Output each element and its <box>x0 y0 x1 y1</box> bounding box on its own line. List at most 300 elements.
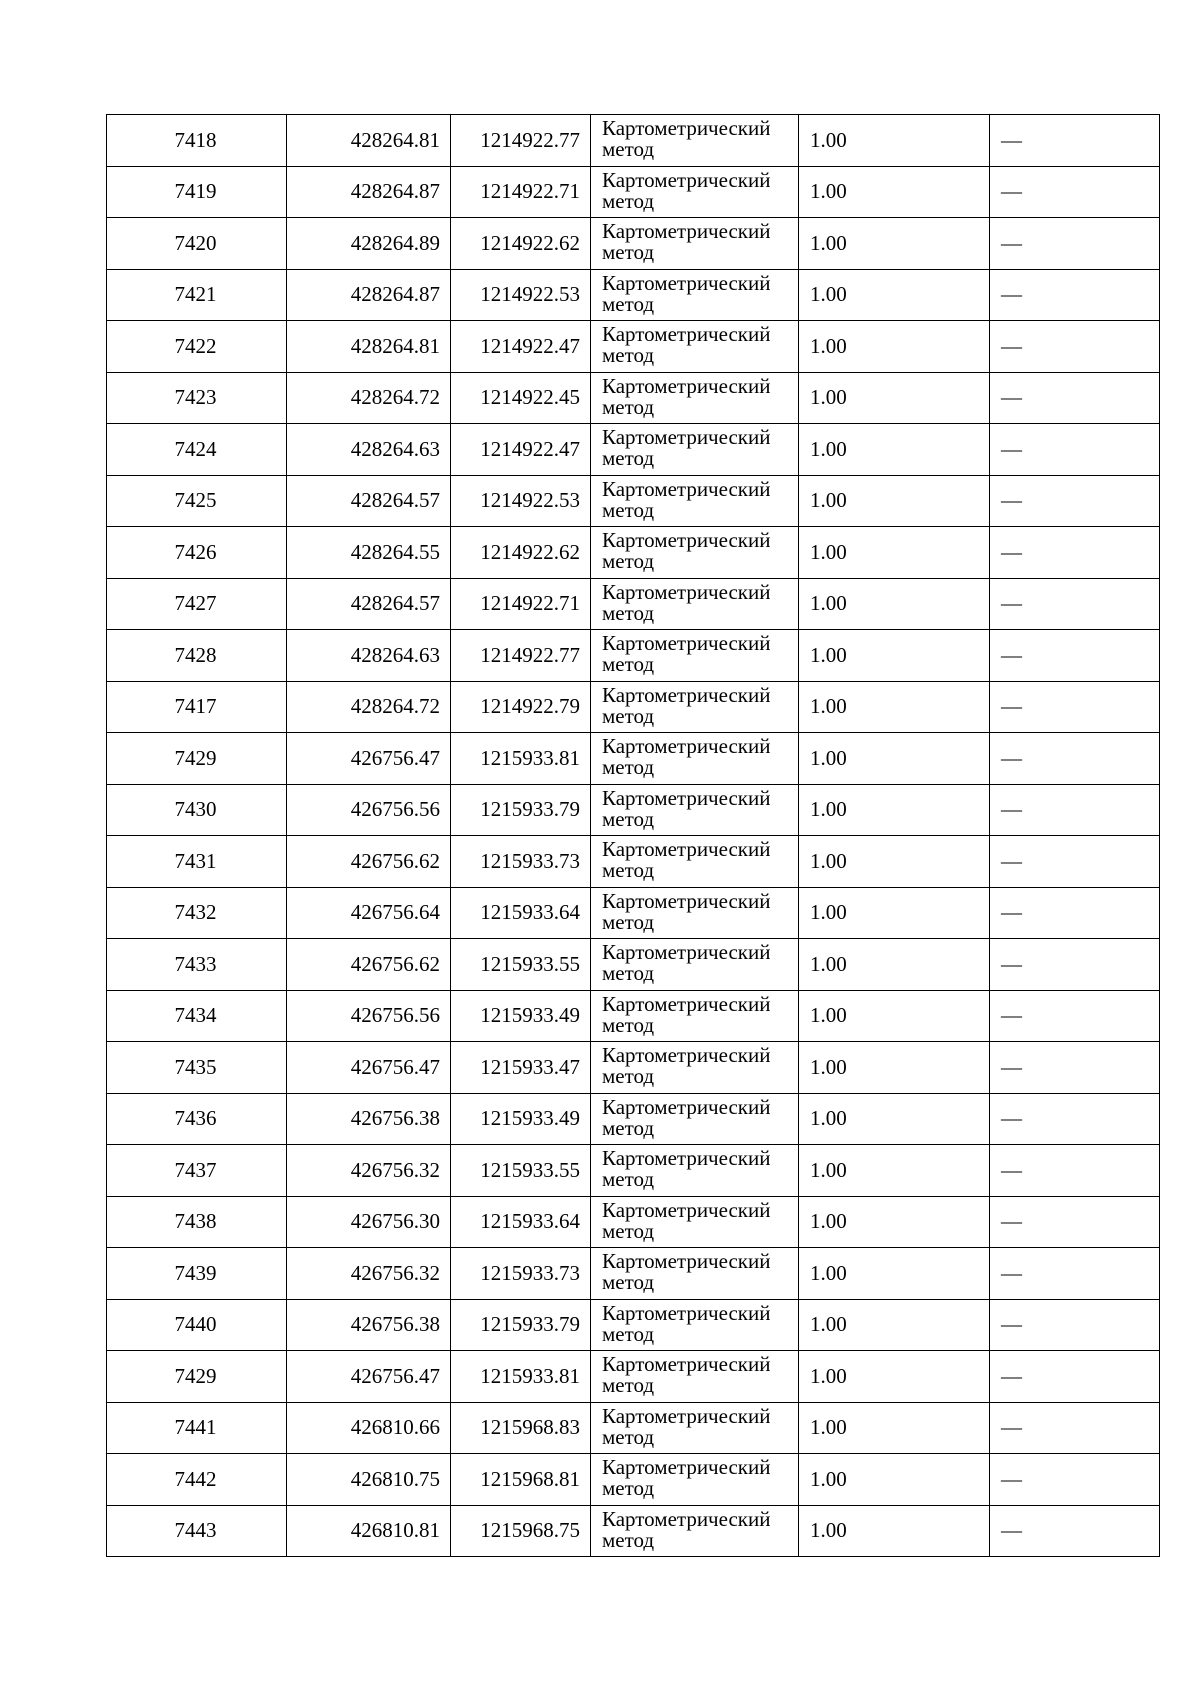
accuracy-cell <box>799 166 990 218</box>
x-coordinate-cell <box>287 527 451 579</box>
accuracy-cell-text: 1.00 <box>810 1312 847 1337</box>
y-coordinate-cell <box>451 1248 591 1300</box>
y-coordinate-cell-text: 1214922.53 <box>480 488 580 513</box>
accuracy-cell <box>799 578 990 630</box>
x-coordinate-cell-text: 426756.62 <box>350 848 440 873</box>
accuracy-cell-text: 1.00 <box>810 333 847 358</box>
accuracy-cell <box>799 784 990 836</box>
description-cell <box>990 166 1160 218</box>
y-coordinate-cell <box>451 166 591 218</box>
description-cell <box>990 475 1160 527</box>
y-coordinate-cell <box>451 1042 591 1094</box>
x-coordinate-cell <box>287 1402 451 1454</box>
y-coordinate-cell <box>451 887 591 939</box>
description-cell <box>990 115 1160 167</box>
method-cell <box>591 269 799 321</box>
y-coordinate-cell-text: 1214922.62 <box>480 539 580 564</box>
table-row <box>107 578 1160 630</box>
method-cell-text: Картометрический метод <box>602 219 771 265</box>
method-cell <box>591 733 799 785</box>
point-number-cell-text: 7429 <box>174 745 217 770</box>
accuracy-cell <box>799 424 990 476</box>
accuracy-cell-text: 1.00 <box>810 436 847 461</box>
description-cell-text: — <box>1001 745 1022 770</box>
y-coordinate-cell <box>451 681 591 733</box>
point-number-cell <box>107 321 287 373</box>
y-coordinate-cell-text: 1215933.55 <box>480 951 580 976</box>
accuracy-cell <box>799 1505 990 1557</box>
method-cell <box>591 1248 799 1300</box>
table-row <box>107 527 1160 579</box>
description-cell-text: — <box>1001 539 1022 564</box>
accuracy-cell <box>799 1402 990 1454</box>
x-coordinate-cell <box>287 475 451 527</box>
point-number-cell-text: 7428 <box>174 642 217 667</box>
method-cell <box>591 475 799 527</box>
accuracy-cell-text: 1.00 <box>810 1157 847 1182</box>
y-coordinate-cell <box>451 1196 591 1248</box>
table-row <box>107 1093 1160 1145</box>
accuracy-cell <box>799 1248 990 1300</box>
method-cell <box>591 372 799 424</box>
y-coordinate-cell-text: 1215933.79 <box>480 797 580 822</box>
y-coordinate-cell-text: 1214922.71 <box>480 179 580 204</box>
method-cell-text: Картометрический метод <box>602 940 771 986</box>
description-cell-text: — <box>1001 230 1022 255</box>
method-cell <box>591 887 799 939</box>
x-coordinate-cell-text: 428264.57 <box>350 488 440 513</box>
accuracy-cell <box>799 836 990 888</box>
accuracy-cell <box>799 1145 990 1197</box>
x-coordinate-cell-text: 426756.30 <box>350 1209 440 1234</box>
description-cell <box>990 887 1160 939</box>
x-coordinate-cell-text: 426810.81 <box>350 1518 440 1543</box>
x-coordinate-cell <box>287 1145 451 1197</box>
method-cell-text: Картометрический метод <box>602 270 771 316</box>
table-row <box>107 1505 1160 1557</box>
description-cell <box>990 990 1160 1042</box>
y-coordinate-cell <box>451 1505 591 1557</box>
x-coordinate-cell <box>287 115 451 167</box>
y-coordinate-cell-text: 1215933.64 <box>480 900 580 925</box>
x-coordinate-cell-text: 426756.64 <box>350 900 440 925</box>
x-coordinate-cell-text: 426756.32 <box>350 1260 440 1285</box>
description-cell <box>990 733 1160 785</box>
method-cell <box>591 990 799 1042</box>
description-cell-text: — <box>1001 333 1022 358</box>
description-cell-text: — <box>1001 694 1022 719</box>
x-coordinate-cell-text: 428264.72 <box>350 385 440 410</box>
method-cell-text: Картометрический метод <box>602 991 771 1037</box>
accuracy-cell-text: 1.00 <box>810 1415 847 1440</box>
coordinates-table-body <box>107 115 1160 1557</box>
accuracy-cell-text: 1.00 <box>810 385 847 410</box>
description-cell-text: — <box>1001 385 1022 410</box>
description-cell <box>990 527 1160 579</box>
y-coordinate-cell <box>451 372 591 424</box>
method-cell-text: Картометрический метод <box>602 631 771 677</box>
method-cell <box>591 1145 799 1197</box>
description-cell-text: — <box>1001 1209 1022 1234</box>
accuracy-cell-text: 1.00 <box>810 591 847 616</box>
point-number-cell <box>107 1402 287 1454</box>
point-number-cell <box>107 166 287 218</box>
method-cell <box>591 1505 799 1557</box>
description-cell <box>990 681 1160 733</box>
x-coordinate-cell <box>287 269 451 321</box>
point-number-cell-text: 7418 <box>174 127 217 152</box>
y-coordinate-cell-text: 1214922.62 <box>480 230 580 255</box>
y-coordinate-cell-text: 1214922.47 <box>480 436 580 461</box>
x-coordinate-cell <box>287 784 451 836</box>
point-number-cell-text: 7443 <box>174 1518 217 1543</box>
method-cell-text: Картометрический метод <box>602 837 771 883</box>
description-cell-text: — <box>1001 1106 1022 1131</box>
point-number-cell <box>107 1145 287 1197</box>
x-coordinate-cell-text: 426756.56 <box>350 797 440 822</box>
description-cell-text: — <box>1001 951 1022 976</box>
description-cell <box>990 1454 1160 1506</box>
x-coordinate-cell-text: 428264.81 <box>350 127 440 152</box>
table-row <box>107 1042 1160 1094</box>
description-cell <box>990 578 1160 630</box>
table-row <box>107 681 1160 733</box>
y-coordinate-cell-text: 1215933.73 <box>480 1260 580 1285</box>
y-coordinate-cell-text: 1215968.81 <box>480 1466 580 1491</box>
description-cell <box>990 218 1160 270</box>
method-cell <box>591 1402 799 1454</box>
point-number-cell <box>107 424 287 476</box>
method-cell <box>591 1093 799 1145</box>
table-row <box>107 939 1160 991</box>
point-number-cell-text: 7433 <box>174 951 217 976</box>
table-row <box>107 1248 1160 1300</box>
description-cell-text: — <box>1001 127 1022 152</box>
point-number-cell-text: 7423 <box>174 385 217 410</box>
point-number-cell-text: 7424 <box>174 436 217 461</box>
point-number-cell <box>107 836 287 888</box>
description-cell <box>990 1248 1160 1300</box>
x-coordinate-cell <box>287 372 451 424</box>
description-cell <box>990 630 1160 682</box>
description-cell-text: — <box>1001 1157 1022 1182</box>
description-cell-text: — <box>1001 1466 1022 1491</box>
x-coordinate-cell-text: 426756.62 <box>350 951 440 976</box>
method-cell-text: Картометрический метод <box>602 1146 771 1192</box>
table-row <box>107 372 1160 424</box>
description-cell <box>990 1145 1160 1197</box>
description-cell-text: — <box>1001 848 1022 873</box>
y-coordinate-cell <box>451 424 591 476</box>
description-cell-text: — <box>1001 488 1022 513</box>
table-row <box>107 1196 1160 1248</box>
method-cell <box>591 1351 799 1403</box>
table-row <box>107 836 1160 888</box>
description-cell <box>990 424 1160 476</box>
method-cell <box>591 424 799 476</box>
table-row <box>107 784 1160 836</box>
x-coordinate-cell <box>287 733 451 785</box>
point-number-cell <box>107 1351 287 1403</box>
x-coordinate-cell <box>287 681 451 733</box>
description-cell-text: — <box>1001 900 1022 925</box>
description-cell <box>990 1196 1160 1248</box>
point-number-cell <box>107 218 287 270</box>
method-cell-text: Картометрический метод <box>602 528 771 574</box>
accuracy-cell <box>799 372 990 424</box>
method-cell-text: Картометрический метод <box>602 1249 771 1295</box>
method-cell <box>591 784 799 836</box>
point-number-cell <box>107 1248 287 1300</box>
y-coordinate-cell <box>451 321 591 373</box>
accuracy-cell-text: 1.00 <box>810 745 847 770</box>
accuracy-cell-text: 1.00 <box>810 951 847 976</box>
accuracy-cell-text: 1.00 <box>810 1003 847 1028</box>
x-coordinate-cell <box>287 939 451 991</box>
point-number-cell-text: 7421 <box>174 282 217 307</box>
method-cell-text: Картометрический метод <box>602 425 771 471</box>
method-cell-text: Картометрический метод <box>602 682 771 728</box>
table-row <box>107 115 1160 167</box>
description-cell-text: — <box>1001 436 1022 461</box>
method-cell <box>591 527 799 579</box>
accuracy-cell-text: 1.00 <box>810 230 847 255</box>
point-number-cell <box>107 630 287 682</box>
accuracy-cell-text: 1.00 <box>810 1466 847 1491</box>
accuracy-cell <box>799 630 990 682</box>
point-number-cell <box>107 1505 287 1557</box>
method-cell <box>591 321 799 373</box>
method-cell-text: Картометрический метод <box>602 373 771 419</box>
accuracy-cell <box>799 887 990 939</box>
x-coordinate-cell-text: 426756.47 <box>350 1363 440 1388</box>
x-coordinate-cell <box>287 578 451 630</box>
point-number-cell <box>107 733 287 785</box>
method-cell <box>591 578 799 630</box>
point-number-cell <box>107 1196 287 1248</box>
description-cell <box>990 1299 1160 1351</box>
table-row <box>107 1454 1160 1506</box>
y-coordinate-cell <box>451 269 591 321</box>
point-number-cell-text: 7430 <box>174 797 217 822</box>
y-coordinate-cell-text: 1214922.53 <box>480 282 580 307</box>
accuracy-cell-text: 1.00 <box>810 900 847 925</box>
x-coordinate-cell <box>287 887 451 939</box>
y-coordinate-cell-text: 1215933.47 <box>480 1054 580 1079</box>
description-cell-text: — <box>1001 642 1022 667</box>
x-coordinate-cell-text: 426756.38 <box>350 1106 440 1131</box>
y-coordinate-cell <box>451 578 591 630</box>
y-coordinate-cell-text: 1214922.45 <box>480 385 580 410</box>
table-row <box>107 475 1160 527</box>
accuracy-cell-text: 1.00 <box>810 1518 847 1543</box>
accuracy-cell <box>799 1454 990 1506</box>
description-cell <box>990 321 1160 373</box>
y-coordinate-cell <box>451 475 591 527</box>
point-number-cell-text: 7427 <box>174 591 217 616</box>
y-coordinate-cell-text: 1214922.71 <box>480 591 580 616</box>
accuracy-cell-text: 1.00 <box>810 1363 847 1388</box>
description-cell-text: — <box>1001 1363 1022 1388</box>
x-coordinate-cell <box>287 630 451 682</box>
x-coordinate-cell-text: 428264.89 <box>350 230 440 255</box>
accuracy-cell <box>799 939 990 991</box>
accuracy-cell-text: 1.00 <box>810 642 847 667</box>
method-cell <box>591 1454 799 1506</box>
point-number-cell-text: 7439 <box>174 1260 217 1285</box>
y-coordinate-cell-text: 1215933.73 <box>480 848 580 873</box>
method-cell-text: Картометрический метод <box>602 476 771 522</box>
y-coordinate-cell <box>451 733 591 785</box>
coordinates-table <box>106 114 1160 1557</box>
table-row <box>107 630 1160 682</box>
point-number-cell <box>107 1093 287 1145</box>
point-number-cell-text: 7442 <box>174 1466 217 1491</box>
y-coordinate-cell-text: 1215968.83 <box>480 1415 580 1440</box>
method-cell-text: Картометрический метод <box>602 1403 771 1449</box>
method-cell <box>591 681 799 733</box>
description-cell <box>990 1351 1160 1403</box>
y-coordinate-cell <box>451 836 591 888</box>
y-coordinate-cell <box>451 1093 591 1145</box>
method-cell <box>591 630 799 682</box>
table-row <box>107 1402 1160 1454</box>
description-cell-text: — <box>1001 282 1022 307</box>
description-cell <box>990 372 1160 424</box>
point-number-cell-text: 7420 <box>174 230 217 255</box>
x-coordinate-cell <box>287 1454 451 1506</box>
y-coordinate-cell-text: 1215933.55 <box>480 1157 580 1182</box>
point-number-cell <box>107 887 287 939</box>
accuracy-cell <box>799 321 990 373</box>
method-cell <box>591 115 799 167</box>
y-coordinate-cell <box>451 218 591 270</box>
y-coordinate-cell <box>451 990 591 1042</box>
accuracy-cell-text: 1.00 <box>810 127 847 152</box>
point-number-cell <box>107 269 287 321</box>
point-number-cell <box>107 1042 287 1094</box>
x-coordinate-cell-text: 428264.87 <box>350 179 440 204</box>
method-cell-text: Картометрический метод <box>602 1506 771 1552</box>
point-number-cell-text: 7431 <box>174 848 217 873</box>
accuracy-cell-text: 1.00 <box>810 539 847 564</box>
method-cell-text: Картометрический метод <box>602 579 771 625</box>
method-cell-text: Картометрический метод <box>602 1300 771 1346</box>
description-cell-text: — <box>1001 1003 1022 1028</box>
accuracy-cell <box>799 990 990 1042</box>
y-coordinate-cell-text: 1215933.64 <box>480 1209 580 1234</box>
point-number-cell-text: 7441 <box>174 1415 217 1440</box>
point-number-cell <box>107 939 287 991</box>
x-coordinate-cell <box>287 836 451 888</box>
accuracy-cell <box>799 1196 990 1248</box>
point-number-cell <box>107 1299 287 1351</box>
accuracy-cell <box>799 1042 990 1094</box>
y-coordinate-cell <box>451 1402 591 1454</box>
point-number-cell-text: 7438 <box>174 1209 217 1234</box>
x-coordinate-cell-text: 428264.63 <box>350 642 440 667</box>
description-cell <box>990 1042 1160 1094</box>
description-cell-text: — <box>1001 1054 1022 1079</box>
description-cell-text: — <box>1001 1415 1022 1440</box>
accuracy-cell-text: 1.00 <box>810 694 847 719</box>
point-number-cell-text: 7422 <box>174 333 217 358</box>
accuracy-cell-text: 1.00 <box>810 848 847 873</box>
y-coordinate-cell-text: 1214922.77 <box>480 642 580 667</box>
point-number-cell <box>107 1454 287 1506</box>
point-number-cell <box>107 990 287 1042</box>
x-coordinate-cell-text: 426810.75 <box>350 1466 440 1491</box>
description-cell <box>990 939 1160 991</box>
method-cell-text: Картометрический метод <box>602 1094 771 1140</box>
method-cell-text: Картометрический метод <box>602 167 771 213</box>
accuracy-cell <box>799 218 990 270</box>
method-cell-text: Картометрический метод <box>602 322 771 368</box>
accuracy-cell <box>799 733 990 785</box>
y-coordinate-cell-text: 1214922.77 <box>480 127 580 152</box>
y-coordinate-cell-text: 1214922.47 <box>480 333 580 358</box>
method-cell <box>591 218 799 270</box>
point-number-cell <box>107 578 287 630</box>
method-cell <box>591 166 799 218</box>
point-number-cell <box>107 784 287 836</box>
x-coordinate-cell <box>287 1196 451 1248</box>
x-coordinate-cell <box>287 990 451 1042</box>
point-number-cell-text: 7419 <box>174 179 217 204</box>
point-number-cell-text: 7425 <box>174 488 217 513</box>
method-cell-text: Картометрический метод <box>602 116 771 162</box>
table-row <box>107 1351 1160 1403</box>
point-number-cell-text: 7429 <box>174 1363 217 1388</box>
description-cell-text: — <box>1001 179 1022 204</box>
accuracy-cell-text: 1.00 <box>810 488 847 513</box>
x-coordinate-cell-text: 426810.66 <box>350 1415 440 1440</box>
table-row <box>107 321 1160 373</box>
y-coordinate-cell-text: 1215933.49 <box>480 1003 580 1028</box>
point-number-cell-text: 7436 <box>174 1106 217 1131</box>
accuracy-cell-text: 1.00 <box>810 797 847 822</box>
accuracy-cell-text: 1.00 <box>810 1209 847 1234</box>
point-number-cell-text: 7437 <box>174 1157 217 1182</box>
x-coordinate-cell-text: 428264.57 <box>350 591 440 616</box>
accuracy-cell-text: 1.00 <box>810 1054 847 1079</box>
x-coordinate-cell <box>287 1299 451 1351</box>
table-row <box>107 990 1160 1042</box>
x-coordinate-cell <box>287 1042 451 1094</box>
x-coordinate-cell-text: 426756.56 <box>350 1003 440 1028</box>
x-coordinate-cell-text: 428264.55 <box>350 539 440 564</box>
table-row <box>107 424 1160 476</box>
y-coordinate-cell-text: 1215933.49 <box>480 1106 580 1131</box>
point-number-cell-text: 7432 <box>174 900 217 925</box>
x-coordinate-cell <box>287 218 451 270</box>
method-cell <box>591 836 799 888</box>
y-coordinate-cell-text: 1215933.81 <box>480 745 580 770</box>
y-coordinate-cell-text: 1214922.79 <box>480 694 580 719</box>
y-coordinate-cell-text: 1215933.79 <box>480 1312 580 1337</box>
accuracy-cell <box>799 269 990 321</box>
table-row <box>107 1299 1160 1351</box>
point-number-cell <box>107 372 287 424</box>
method-cell-text: Картометрический метод <box>602 734 771 780</box>
accuracy-cell-text: 1.00 <box>810 179 847 204</box>
point-number-cell-text: 7434 <box>174 1003 217 1028</box>
y-coordinate-cell <box>451 939 591 991</box>
accuracy-cell-text: 1.00 <box>810 282 847 307</box>
y-coordinate-cell <box>451 1454 591 1506</box>
x-coordinate-cell <box>287 424 451 476</box>
x-coordinate-cell <box>287 1248 451 1300</box>
